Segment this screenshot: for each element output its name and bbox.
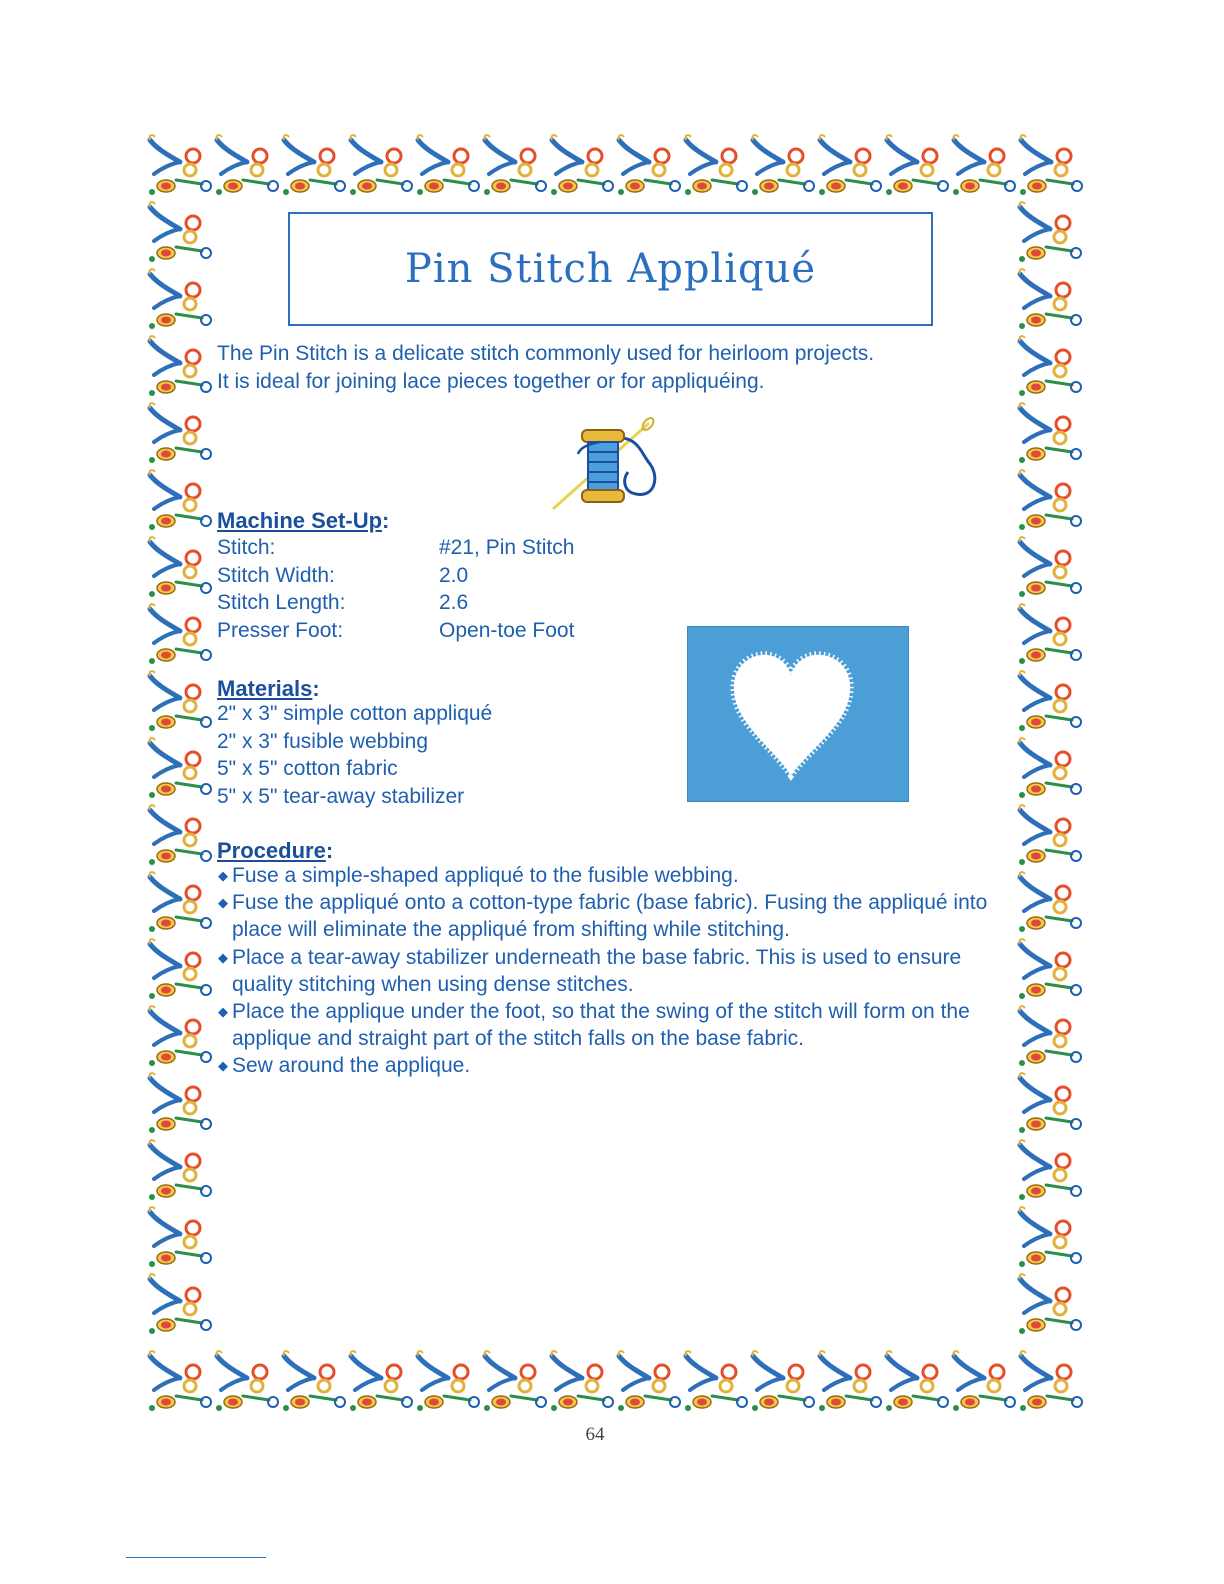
scissors-thread-icon (883, 134, 949, 200)
scissors-thread-icon (816, 1350, 882, 1416)
scissors-thread-icon (1016, 536, 1082, 602)
scissors-thread-icon (1016, 603, 1082, 669)
thread-spool-needle-icon (548, 412, 670, 516)
intro-line: The Pin Stitch is a delicate stitch commonly used for heirloom projects. (217, 342, 875, 365)
scissors-thread-icon (213, 134, 279, 200)
intro-line: It is ideal for joining lace pieces together or for appliquéing. (217, 370, 765, 393)
scissors-thread-icon (1016, 804, 1082, 870)
bullet-icon: ◆ (218, 895, 228, 911)
scissors-thread-icon (146, 1139, 212, 1205)
list-item: ◆ Place a tear-away stabilizer underneath the base fabric. This is used to ensure quality stitching when using dense stitches. (218, 945, 962, 996)
setup-label: Stitch: (217, 536, 276, 559)
page-number: 64 (585, 1424, 605, 1445)
scissors-thread-icon (414, 134, 480, 200)
list-item: ◆ Fuse the appliqué onto a cotton-type fabric (base fabric). Fusing the appliqué into place will eliminate the appliqué from shifting while stitching. (218, 891, 988, 942)
setup-label: Stitch Length: (217, 591, 346, 614)
setup-row (217, 536, 574, 564)
scissors-thread-icon (280, 1350, 346, 1416)
scissors-thread-icon (548, 134, 614, 200)
scissors-thread-icon (1016, 1273, 1082, 1339)
list-item: ◆ Fuse a simple-shaped appliqué to the fusible webbing. (217, 862, 1007, 889)
title-box (288, 212, 933, 326)
scissors-thread-icon (1016, 670, 1082, 736)
setup-value: 2.6 (439, 591, 469, 614)
machine-setup-table (217, 536, 574, 646)
intro-paragraph (217, 340, 874, 396)
bullet-icon: ◆ (218, 1058, 228, 1074)
scissors-thread-icon (1016, 1139, 1082, 1205)
scissors-thread-icon (1016, 1072, 1082, 1138)
scissors-thread-icon (481, 134, 547, 200)
scissors-thread-icon (548, 1350, 614, 1416)
page-title: Pin Stitch Appliqué (404, 246, 817, 292)
scissors-thread-icon (682, 1350, 748, 1416)
scissors-thread-icon (146, 1350, 212, 1416)
bullet-icon: ◆ (218, 868, 228, 883)
setup-value: 2.0 (439, 563, 469, 587)
scissors-thread-icon (1016, 268, 1082, 334)
scissors-thread-icon (481, 1350, 547, 1416)
scissors-thread-icon (1017, 1350, 1083, 1416)
scissors-thread-icon (1016, 1005, 1082, 1071)
scissors-thread-icon (146, 536, 212, 602)
setup-row (217, 564, 574, 592)
procedure-heading: Procedure: (217, 838, 334, 863)
scissors-thread-icon (146, 737, 212, 803)
machine-setup-heading: Machine Set-Up: (217, 508, 390, 533)
scissors-thread-icon (1016, 737, 1082, 803)
heart-icon (688, 627, 908, 801)
scissors-thread-icon (146, 1273, 212, 1339)
scissors-thread-icon (1016, 469, 1082, 535)
scissors-thread-icon (213, 1350, 279, 1416)
list-item: 2" x 3" fusible webbing (217, 729, 429, 753)
scissors-thread-icon (146, 402, 212, 468)
scissors-thread-icon (1016, 335, 1082, 401)
procedure-list (217, 862, 1007, 1080)
scissors-thread-icon (146, 804, 212, 870)
scissors-thread-icon (950, 1350, 1016, 1416)
setup-label: Presser Foot: (217, 618, 344, 642)
scissors-thread-icon (146, 1206, 212, 1272)
scissors-thread-icon (146, 670, 212, 736)
setup-row (217, 591, 574, 619)
list-item: 5" x 5" cotton fabric (217, 757, 398, 780)
list-item: ◆ Sew around the applique. (217, 1052, 1007, 1079)
list-item: ◆ Place the applique under the foot, so that the swing of the stitch will form on the applique and straight part of the stitch falls on the base fabric. (218, 1000, 970, 1051)
scissors-thread-icon (146, 603, 212, 669)
scissors-thread-icon (950, 134, 1016, 200)
setup-value: #21, Pin Stitch (439, 536, 575, 559)
scissors-thread-icon (146, 268, 212, 334)
setup-row (217, 619, 574, 647)
setup-value: Open-toe Foot (439, 618, 575, 642)
scissors-thread-icon (615, 1350, 681, 1416)
scissors-thread-icon (1016, 871, 1082, 937)
scissors-thread-icon (146, 201, 212, 267)
scissors-thread-icon (146, 938, 212, 1004)
scissors-thread-icon (1016, 938, 1082, 1004)
scissors-thread-icon (749, 134, 815, 200)
list-item: 5" x 5" tear-away stabilizer (217, 784, 465, 808)
setup-label: Stitch Width: (217, 563, 335, 587)
scissors-thread-icon (1016, 1206, 1082, 1272)
scissors-thread-icon (280, 134, 346, 200)
footer-rule (126, 1557, 266, 1558)
scissors-thread-icon (615, 134, 681, 200)
bullet-icon: ◆ (218, 1004, 228, 1020)
scissors-thread-icon (146, 1005, 212, 1071)
scissors-thread-icon (1017, 134, 1083, 200)
materials-heading: Materials: (217, 676, 320, 701)
scissors-thread-icon (146, 871, 212, 937)
scissors-thread-icon (682, 134, 748, 200)
scissors-thread-icon (146, 469, 212, 535)
materials-list (217, 700, 492, 810)
scissors-thread-icon (816, 134, 882, 200)
scissors-thread-icon (883, 1350, 949, 1416)
list-item: 2" x 3" simple cotton appliqué (217, 702, 493, 725)
scissors-thread-icon (146, 134, 212, 200)
scissors-thread-icon (414, 1350, 480, 1416)
scissors-thread-icon (1016, 201, 1082, 267)
scissors-thread-icon (347, 134, 413, 200)
scissors-thread-icon (146, 1072, 212, 1138)
bullet-icon: ◆ (218, 949, 228, 965)
scissors-thread-icon (749, 1350, 815, 1416)
scissors-thread-icon (347, 1350, 413, 1416)
scissors-thread-icon (1016, 402, 1082, 468)
heart-applique-image (687, 626, 909, 802)
scissors-thread-icon (146, 335, 212, 401)
